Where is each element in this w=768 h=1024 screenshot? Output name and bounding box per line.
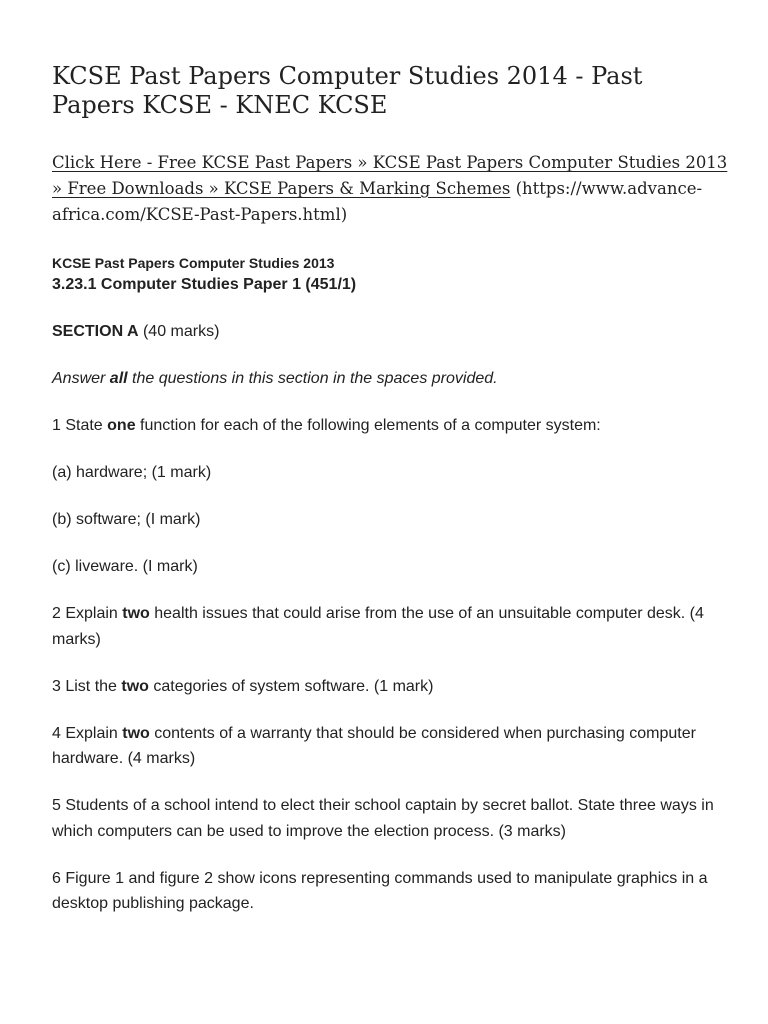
section-label: SECTION A [52,323,139,340]
question-1 [52,413,728,439]
question-1b: (b) software; (I mark) [52,511,201,528]
question-3 [52,674,728,700]
question-4-text-start: 4 Explain [52,724,123,742]
instruction-emphasis: all [109,370,128,387]
question-1-text-end: function for each of the following elements of a computer system: [135,417,601,434]
question-2-emphasis: two [122,605,150,622]
question-2 [52,601,728,652]
document-heading: KCSE Past Papers Computer Studies 2013 [52,255,335,271]
question-3-text-end: categories of system software. (1 mark) [148,677,434,695]
paper-heading: 3.23.1 Computer Studies Paper 1 (451/1) [52,276,357,293]
source-url: (https://www.advance-africa.com/KCSE-Past-Papers.html) [52,179,703,224]
question-4 [52,721,728,772]
question-1-emphasis: one [107,417,136,434]
question-2-text-start: 2 Explain [52,605,123,622]
question-1-text-start: 1 State [52,417,108,434]
instruction-text-end: the questions in this section in the spaces provided. [127,370,498,387]
free-past-papers-link[interactable]: Click Here - Free KCSE Past Papers » KCSE Past Papers Computer Studies 2013 » Free Downloads » KCSE Papers & Marking Schemes [52,153,728,198]
question-3-emphasis: two [121,677,149,695]
question-1c: (c) liveware. (I mark) [52,558,198,575]
question-4-emphasis: two [122,724,150,742]
section-instruction [52,366,728,392]
question-6: 6 Figure 1 and figure 2 show icons representing commands used to manipulate graphics in a desktop publishing package. [52,869,708,912]
question-5: 5 Students of a school intend to elect their school captain by secret ballot. State three ways in which computers can be used to improve the election process. (3 marks) [52,797,714,840]
question-4-text-end: contents of a warranty that should be considered when purchasing computer hardware. (4 marks) [52,724,696,767]
page-title: KCSE Past Papers Computer Studies 2014 - Past Papers KCSE - KNEC KCSE [52,62,643,119]
section-heading [52,319,728,345]
instruction-text-start: Answer [52,370,110,387]
source-link-block [52,150,742,228]
question-2-text-end: health issues that could arise from the use of an unsuitable computer desk. (4 marks) [52,605,704,648]
question-3-text-start: 3 List the [52,677,122,695]
section-marks: (40 marks) [138,323,220,340]
question-1a: (a) hardware; (1 mark) [52,464,212,481]
